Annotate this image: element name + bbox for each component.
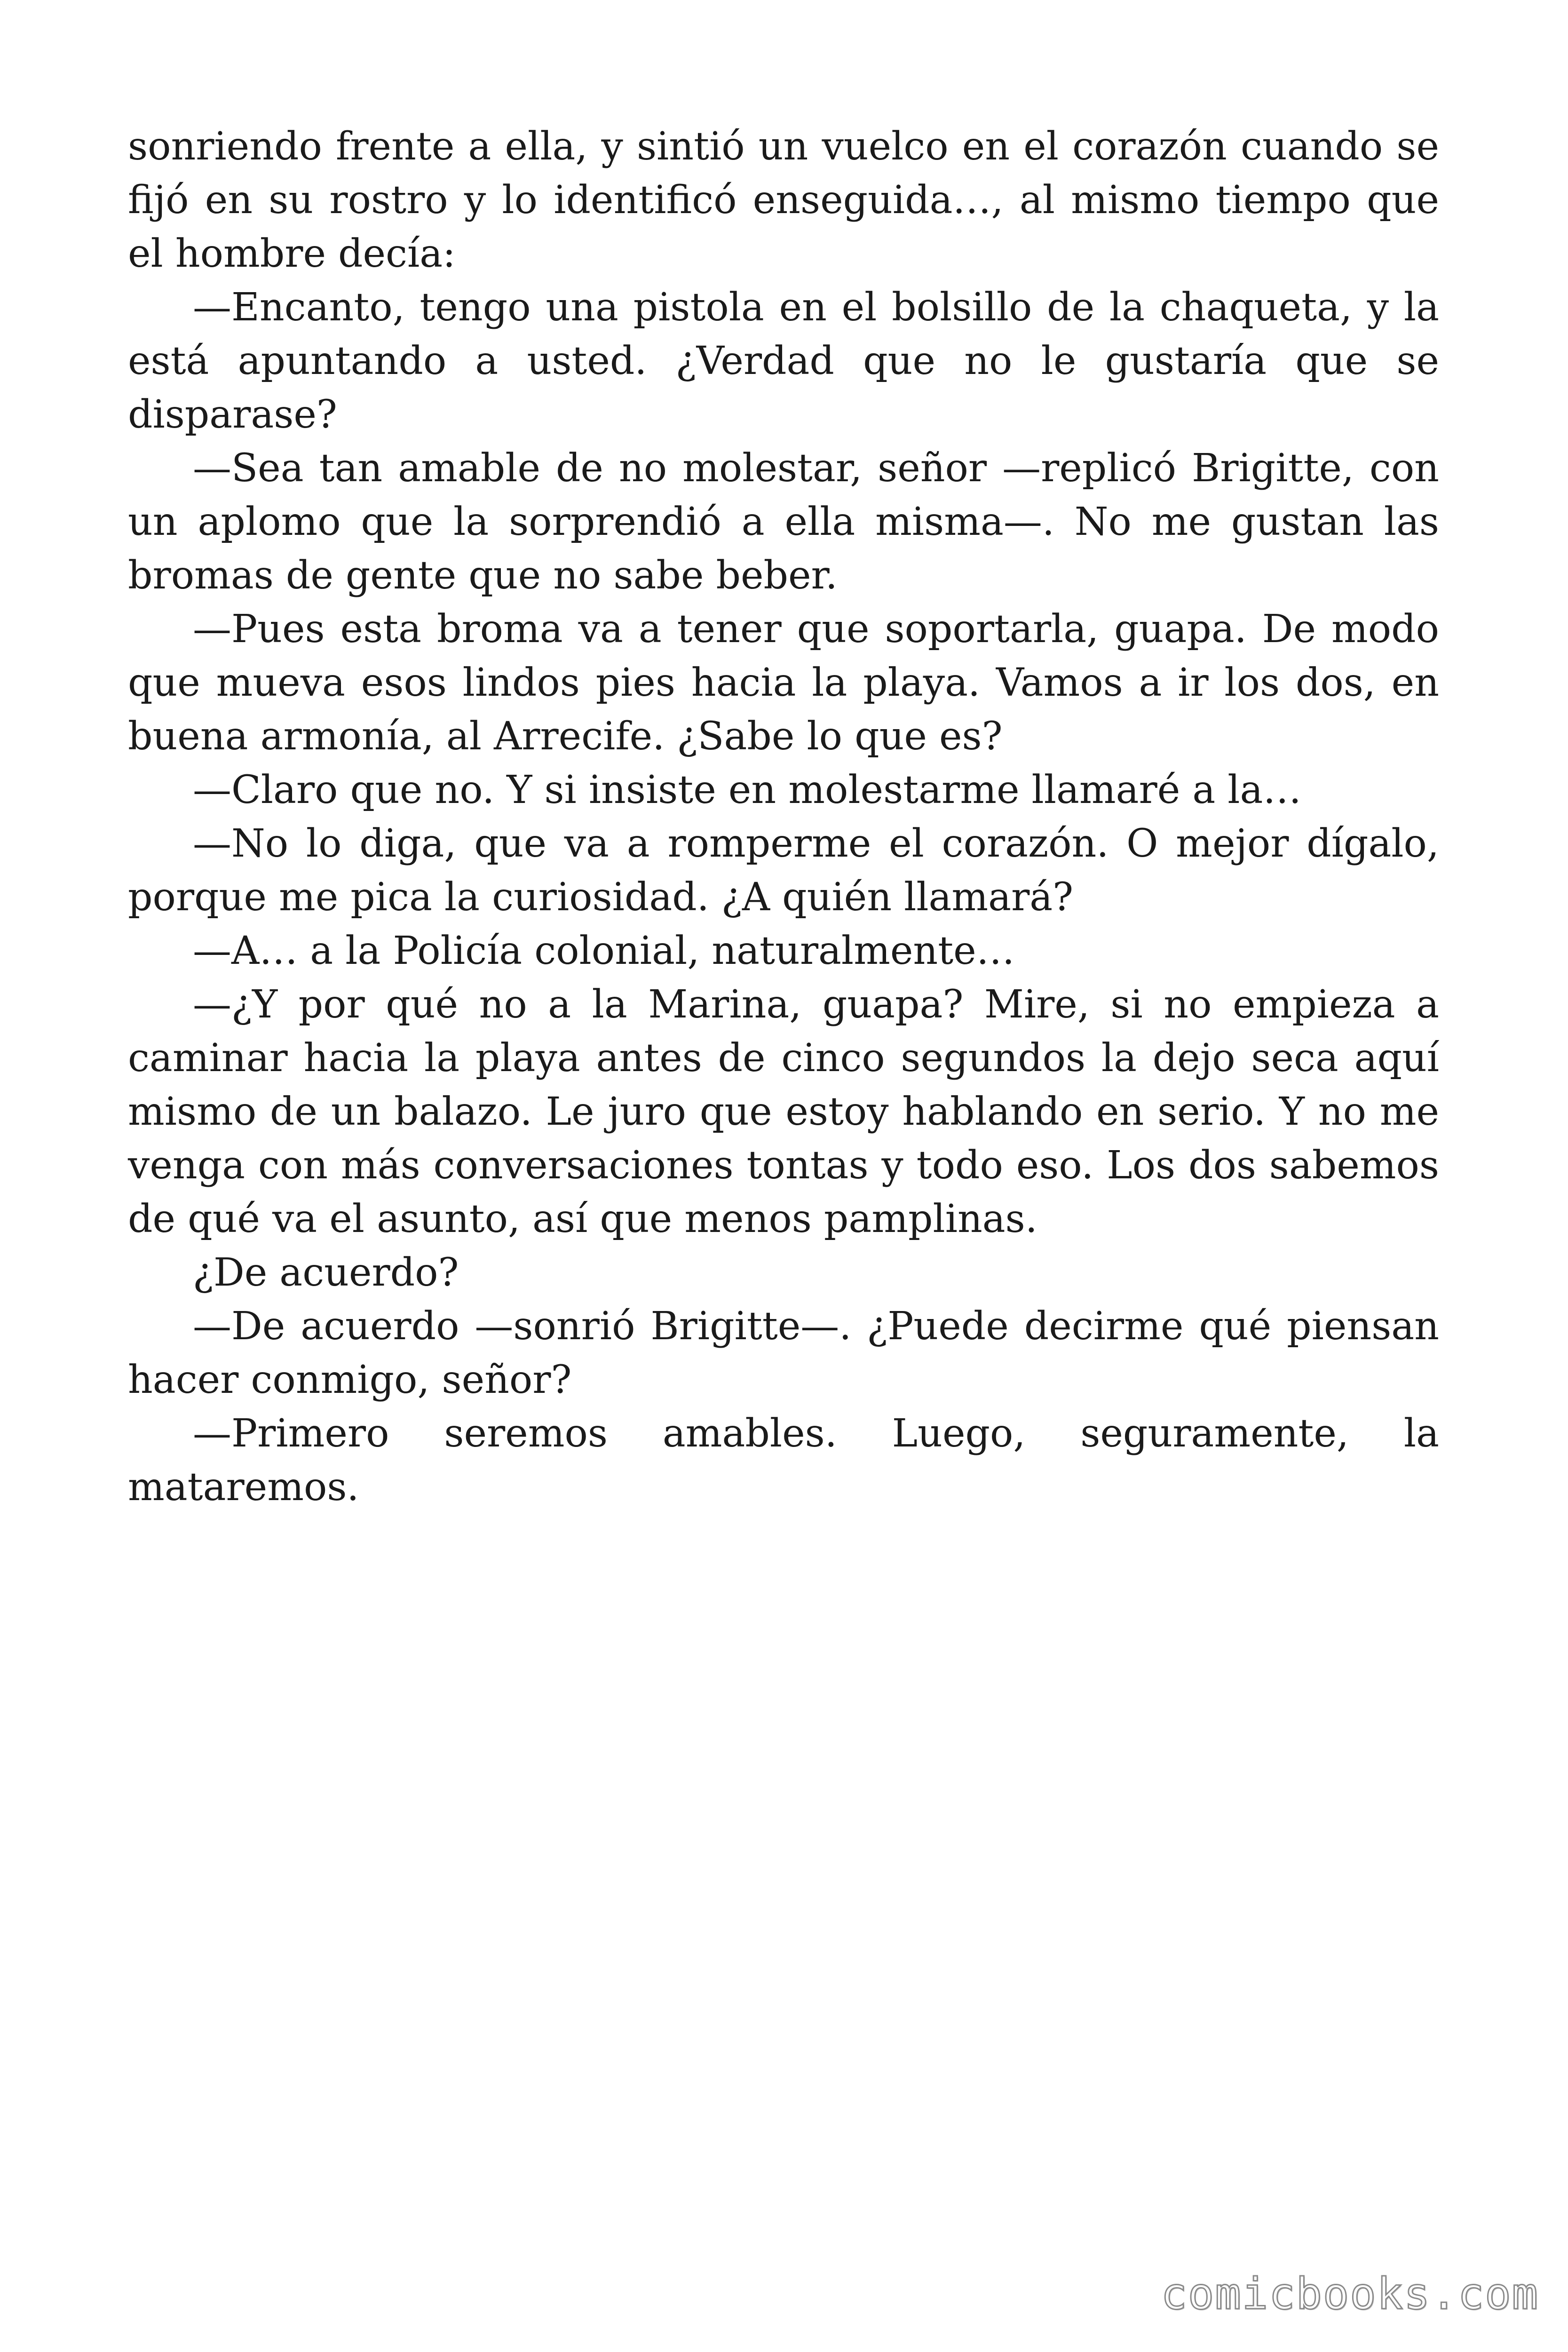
paragraph: —A… a la Policía colonial, naturalmente… xyxy=(193,929,1015,973)
page-body-text xyxy=(128,120,1439,1514)
paragraph: —Claro que no. Y si insiste en molestarme llamaré a la… xyxy=(193,768,1302,812)
paragraph: —Sea tan amable de no molestar, señor —replicó Brigitte, con un aplomo que la sorprendió a ella misma—. No me gustan las bromas de gente que no sabe beber. xyxy=(128,446,1439,598)
paragraph: —Primero seremos amables. Luego, seguramente, la mataremos. xyxy=(128,1411,1439,1510)
paragraph: sonriendo frente a ella, y sintió un vuelco en el corazón cuando se fijó en su rostro y lo identificó enseguida…, al mismo tiempo que el hombre decía: xyxy=(128,124,1439,276)
paragraph: —Pues esta broma va a tener que soportarla, guapa. De modo que mueva esos lindos pies hacia la playa. Vamos a ir los dos, en buena armonía, al Arrecife. ¿Sabe lo que es? xyxy=(128,607,1439,759)
paragraph: —Encanto, tengo una pistola en el bolsillo de la chaqueta, y la está apuntando a usted. ¿Verdad que no le gustaría que se disparase? xyxy=(128,285,1439,437)
paragraph: —No lo diga, que va a romperme el corazón. O mejor dígalo, porque me pica la curiosidad. ¿A quién llamará? xyxy=(128,821,1439,920)
watermark: comicbooks.com xyxy=(1161,2269,1539,2319)
paragraph: —De acuerdo —sonrió Brigitte—. ¿Puede decirme qué piensan hacer conmigo, señor? xyxy=(128,1304,1439,1402)
paragraph: —¿Y por qué no a la Marina, guapa? Mire, si no empieza a caminar hacia la playa antes de cinco segundos la dejo seca aquí mismo de un balazo. Le juro que estoy hablando en serio. Y no me venga con más conversaciones tontas y todo eso. Los dos sabemos de qué va el asunto, así que menos pamplinas. xyxy=(128,982,1439,1241)
paragraph: ¿De acuerdo? xyxy=(193,1250,459,1295)
